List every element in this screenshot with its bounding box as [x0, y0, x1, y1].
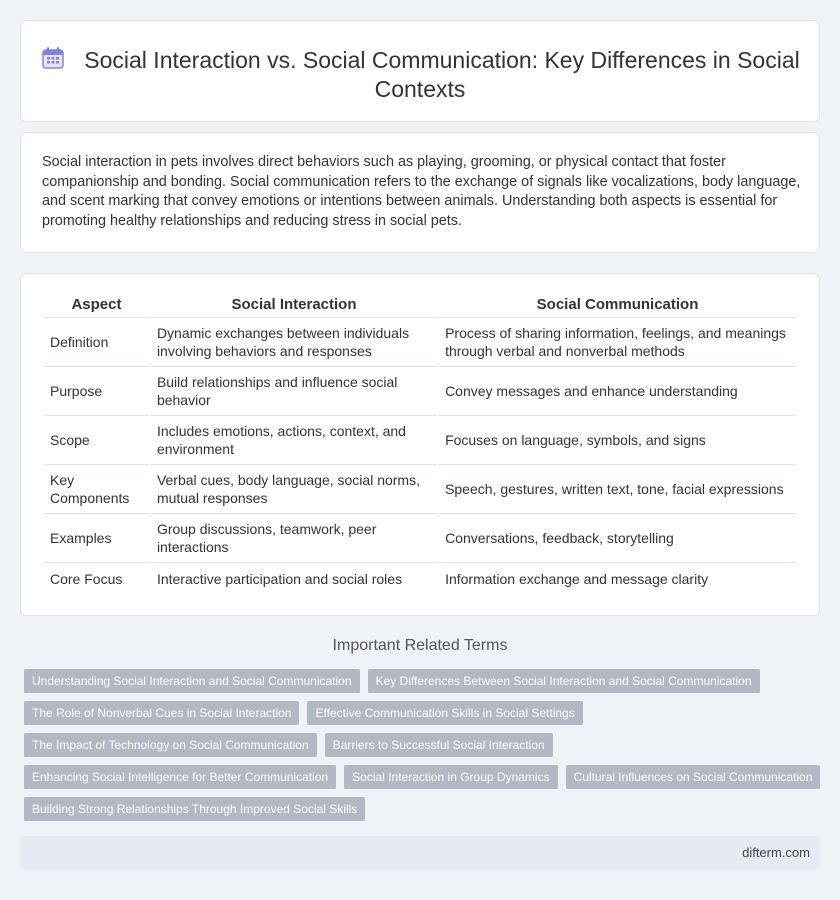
footer-site-name: difterm.com: [742, 845, 810, 860]
table-cell: Focuses on language, symbols, and signs: [439, 416, 796, 465]
table-header-row: [44, 292, 796, 318]
table-cell: Group discussions, teamwork, peer interactions: [151, 514, 437, 563]
related-term-tag[interactable]: The Role of Nonverbal Cues in Social Interaction: [24, 701, 299, 725]
column-header: Aspect: [44, 292, 149, 318]
table-cell: Convey messages and enhance understanding: [439, 367, 796, 416]
table-cell: Conversations, feedback, storytelling: [439, 514, 796, 563]
table-cell: Process of sharing information, feelings, and meanings through verbal and nonverbal methods: [439, 318, 796, 367]
table-row: [44, 367, 796, 416]
table-row: [44, 318, 796, 367]
related-term-tag[interactable]: Effective Communication Skills in Social Settings: [307, 701, 582, 725]
column-header: Social Communication: [439, 292, 796, 318]
intro-card: [20, 132, 820, 253]
table-cell: Core Focus: [50, 571, 123, 587]
table-cell: Verbal cues, body language, social norms, mutual responses: [151, 465, 437, 514]
related-term-tag[interactable]: The Impact of Technology on Social Communication: [24, 733, 317, 757]
related-term-tag[interactable]: Barriers to Successful Social Interaction: [325, 733, 553, 757]
comparison-table: [42, 292, 798, 595]
header-card: [20, 20, 820, 122]
table-row: [44, 563, 796, 595]
table-cell: Examples: [44, 514, 149, 563]
footer: [20, 836, 820, 870]
tag-row: [24, 669, 824, 701]
table-cell: Speech, gestures, written text, tone, facial expressions: [439, 465, 796, 514]
tag-row: [24, 765, 824, 797]
related-term-tag[interactable]: Enhancing Social Intelligence for Better Communication: [24, 765, 336, 789]
table-cell: Build relationships and influence social behavior: [151, 367, 437, 416]
table-cell: Interactive participation and social roles: [156, 571, 403, 587]
table-cell: Information exchange and message clarity: [445, 571, 709, 587]
tag-row: [24, 701, 824, 733]
related-term-tag[interactable]: Building Strong Relationships Through Improved Social Skills: [24, 797, 365, 821]
page-title: Social Interaction vs. Social Communication: Key Differences in Social Contexts: [84, 47, 800, 102]
related-term-tag[interactable]: Cultural Influences on Social Communication: [566, 765, 821, 789]
intro-text: Social interaction in pets involves direct behaviors such as playing, grooming, or physical contact that foster companionship and bonding. Social communication refers to the exchange of signals like vocalizations, body language, and scent marking that convey emotions or intentions between animals. Understanding both aspects is essential for promoting healthy relationships and reducing stress in social pets.: [42, 154, 801, 229]
table-row: [44, 514, 796, 563]
table-cell: Key Components: [44, 465, 149, 514]
related-term-tag[interactable]: Social Interaction in Group Dynamics: [344, 765, 557, 789]
related-terms-list: [24, 669, 824, 829]
tag-row: [24, 733, 824, 765]
title-wrap: [21, 45, 819, 104]
column-header: Social Interaction: [151, 292, 437, 318]
table-cell: Dynamic exchanges between individuals involving behaviors and responses: [151, 318, 437, 367]
table-cell: Purpose: [44, 367, 149, 416]
calendar-icon: [40, 45, 66, 71]
comparison-card: [20, 273, 820, 616]
related-terms-heading: Important Related Terms: [332, 637, 508, 654]
table-row: [44, 465, 796, 514]
table-row: [44, 416, 796, 465]
table-cell: Scope: [44, 416, 149, 465]
related-term-tag[interactable]: Key Differences Between Social Interaction and Social Communication: [368, 669, 760, 693]
tag-row: [24, 797, 824, 829]
related-term-tag[interactable]: Understanding Social Interaction and Social Communication: [24, 669, 360, 693]
table-cell: Definition: [44, 318, 149, 367]
table-cell: Includes emotions, actions, context, and environment: [151, 416, 437, 465]
